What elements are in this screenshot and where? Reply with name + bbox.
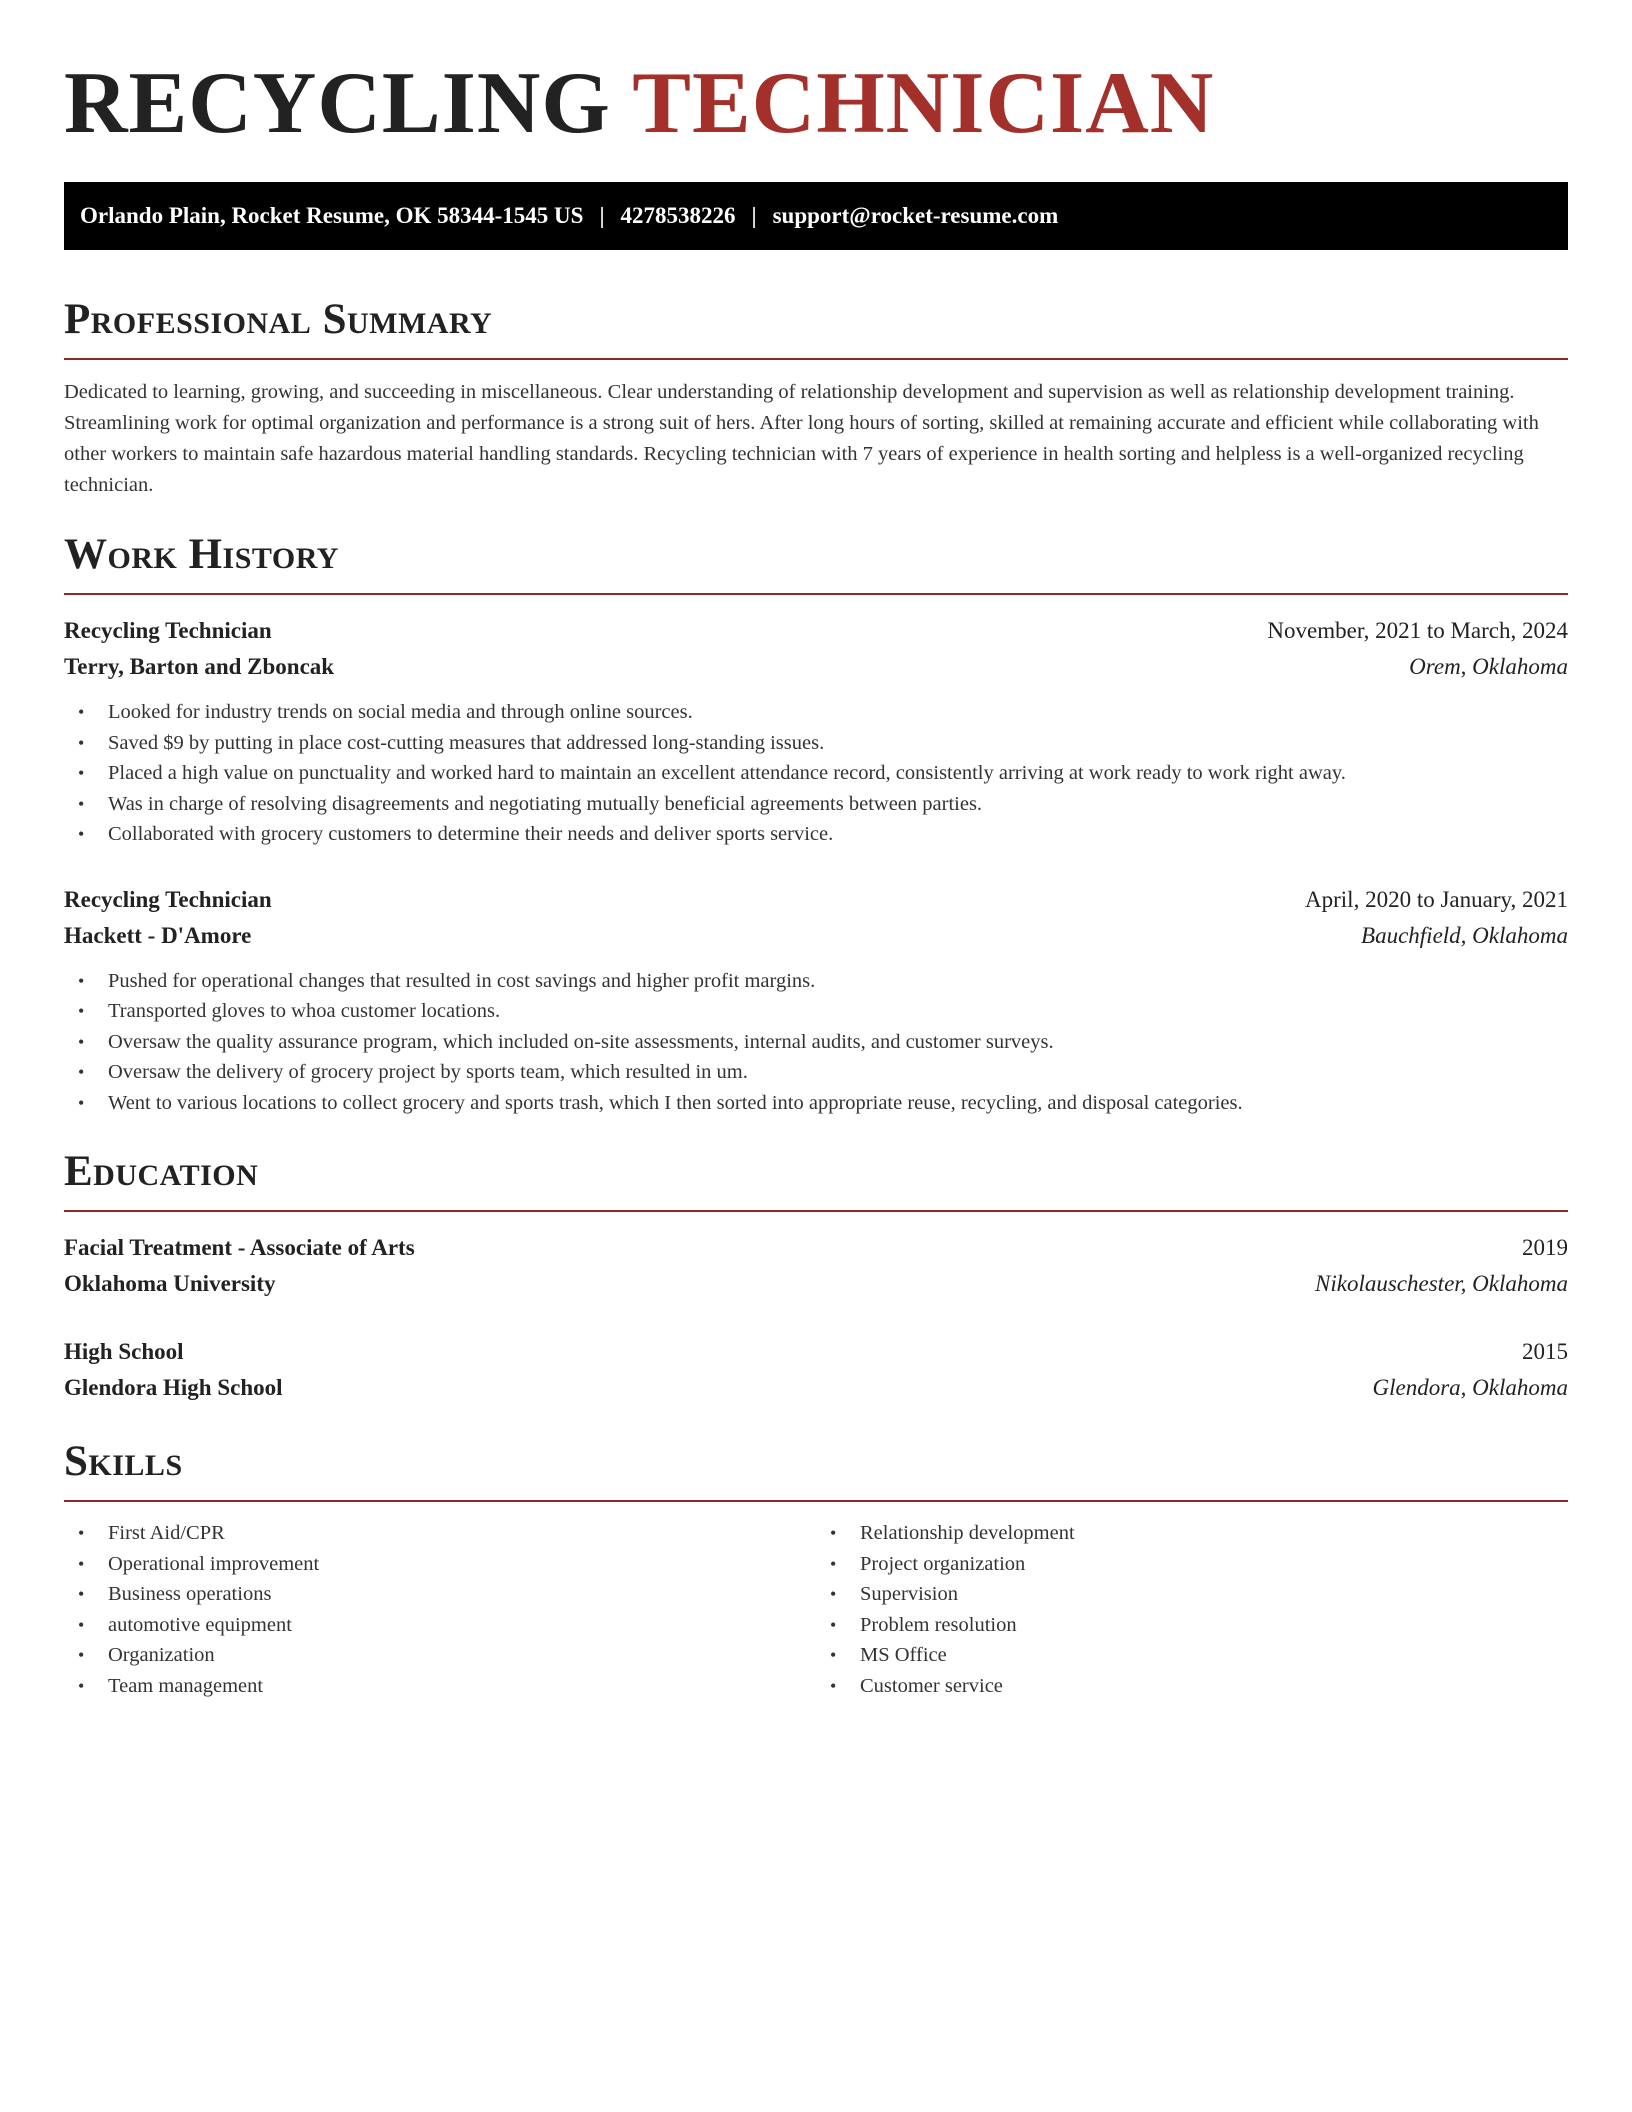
education-year: 2015 — [1522, 1339, 1568, 1364]
skills-grid — [64, 1518, 1568, 1701]
job-dates: April, 2020 to January, 2021 — [1305, 886, 1568, 912]
list-item — [64, 728, 1568, 759]
list-item — [816, 1549, 1568, 1580]
bullet-icon: • — [78, 1092, 85, 1113]
skill-text: Operational improvement — [108, 1552, 320, 1575]
list-item — [64, 758, 1568, 789]
skill-text: First Aid/CPR — [108, 1522, 225, 1544]
skill-text: Business operations — [108, 1583, 272, 1605]
section-heading-education: Education — [64, 1148, 259, 1195]
bullet-text: Was in charge of resolving disagreements and negotiating mutually beneficial agreements between parties. — [108, 792, 983, 815]
education-school: Oklahoma University — [64, 1271, 276, 1296]
list-item — [816, 1579, 1568, 1610]
list-item — [64, 1640, 816, 1671]
list-item — [64, 1057, 1568, 1088]
work-history-section — [64, 531, 1568, 1118]
contact-separator: | — [751, 203, 757, 228]
contact-bar — [64, 182, 1568, 250]
skill-text: Supervision — [860, 1583, 958, 1605]
job-company-row — [64, 649, 1568, 685]
education-degree-row — [64, 1230, 1568, 1266]
bullet-icon: • — [78, 970, 85, 991]
bullet-icon: • — [78, 1001, 85, 1021]
skill-text: Team management — [108, 1674, 264, 1697]
section-divider — [64, 1210, 1568, 1212]
bullet-icon: • — [78, 1645, 85, 1665]
section-heading-work: Work History — [64, 531, 339, 578]
list-item — [64, 1549, 816, 1580]
summary-text: Dedicated to learning, growing, and succeeding in miscellaneous. Clear understanding of relationship development and supervision as well as relationship development training. Streamlining work for optimal organization and performance is a strong suit of hers. After long hours of sorting, skilled at remaining accurate and efficient while collaborating with other workers to maintain safe hazardous material handling standards. Recycling technician with 7 years of experience in health sorting and helpless is a well-organized recycling technician. — [64, 381, 1539, 496]
contact-email: support@rocket-resume.com — [772, 203, 1059, 228]
bullet-icon: • — [78, 1523, 85, 1543]
bullet-icon: • — [78, 763, 85, 783]
skills-column-left — [64, 1518, 816, 1701]
bullet-icon: • — [830, 1645, 837, 1665]
job-bullets — [64, 966, 1568, 1119]
contact-separator: | — [599, 203, 605, 228]
contact-address: Orlando Plain, Rocket Resume, OK 58344-1545 US — [80, 203, 584, 228]
list-item — [64, 1579, 816, 1610]
list-item — [64, 697, 1568, 728]
education-school-row — [64, 1266, 1568, 1302]
bullet-icon: • — [78, 793, 85, 814]
bullet-icon: • — [78, 1675, 85, 1696]
bullet-icon: • — [78, 1031, 85, 1052]
education-section — [64, 1148, 1568, 1406]
bullet-icon: • — [78, 1553, 85, 1574]
skill-text: Relationship development — [860, 1522, 1075, 1544]
bullet-text: Oversaw the delivery of grocery project by sports team, which resulted in um. — [108, 1061, 748, 1083]
bullet-text: Pushed for operational changes that resulted in cost savings and higher profit margins. — [108, 969, 816, 992]
list-item — [64, 996, 1568, 1027]
education-degree: High School — [64, 1339, 184, 1364]
education-entry — [64, 1230, 1568, 1302]
education-school-row — [64, 1370, 1568, 1406]
list-item — [816, 1671, 1568, 1702]
section-divider — [64, 1500, 1568, 1502]
education-location: Nikolauschester, Oklahoma — [1315, 1271, 1568, 1296]
education-entry — [64, 1334, 1568, 1406]
list-item — [64, 1610, 816, 1641]
job-location: Bauchfield, Oklahoma — [1361, 922, 1568, 948]
bullet-text: Collaborated with grocery customers to determine their needs and deliver sports service. — [108, 823, 834, 845]
bullet-icon: • — [78, 1584, 85, 1604]
contact-phone: 4278538226 — [620, 203, 736, 228]
bullet-icon: • — [830, 1553, 837, 1574]
bullet-text: Looked for industry trends on social media and through online sources. — [108, 701, 693, 723]
section-heading-summary: Professional Summary — [64, 296, 493, 343]
job-company: Terry, Barton and Zboncak — [64, 654, 335, 679]
education-location: Glendora, Oklahoma — [1372, 1375, 1568, 1400]
job-title: Recycling Technician — [64, 618, 272, 643]
bullet-text: Transported gloves to whoa customer locations. — [108, 1000, 501, 1022]
bullet-text: Placed a high value on punctuality and worked hard to maintain an excellent attendance record, consistently arriving at work ready to work right away. — [108, 762, 1346, 784]
job-header-row — [64, 613, 1568, 649]
job-header-row — [64, 882, 1568, 918]
bullet-text: Saved $9 by putting in place cost-cutting measures that addressed long-standing issues. — [108, 731, 825, 754]
bullet-icon: • — [78, 824, 85, 844]
skills-section — [64, 1438, 1568, 1701]
title-first-word: RECYCLING — [64, 55, 611, 152]
bullet-icon: • — [78, 732, 85, 753]
education-year: 2019 — [1522, 1235, 1568, 1260]
skill-text: Project organization — [860, 1552, 1026, 1575]
bullet-text: Oversaw the quality assurance program, which included on-site assessments, internal audits, and customer surveys. — [108, 1030, 1054, 1053]
job-dates: November, 2021 to March, 2024 — [1267, 618, 1568, 643]
list-item — [816, 1518, 1568, 1549]
job-entry — [64, 882, 1568, 1119]
section-divider — [64, 593, 1568, 595]
skill-text: Customer service — [860, 1674, 1003, 1697]
list-item — [64, 1027, 1568, 1058]
job-entry — [64, 613, 1568, 850]
bullet-icon: • — [78, 1062, 85, 1082]
resume-title — [64, 56, 1568, 152]
skill-text: automotive equipment — [108, 1613, 292, 1636]
summary-section — [64, 296, 1568, 501]
list-item — [64, 966, 1568, 997]
skill-text: Organization — [108, 1644, 215, 1666]
bullet-icon: • — [830, 1523, 837, 1543]
list-item — [64, 1518, 816, 1549]
job-title: Recycling Technician — [64, 886, 272, 912]
bullet-icon: • — [78, 1614, 85, 1635]
education-degree: Facial Treatment - Associate of Arts — [64, 1235, 415, 1260]
list-item — [64, 819, 1568, 850]
list-item — [816, 1610, 1568, 1641]
education-degree-row — [64, 1334, 1568, 1370]
job-company-row — [64, 918, 1568, 954]
section-divider — [64, 358, 1568, 360]
job-bullets — [64, 697, 1568, 850]
list-item — [64, 1671, 816, 1702]
list-item — [64, 1088, 1568, 1119]
skill-text: Problem resolution — [860, 1613, 1017, 1636]
title-second-word: TECHNICIAN — [632, 55, 1215, 152]
bullet-icon: • — [830, 1614, 837, 1635]
list-item — [64, 789, 1568, 820]
bullet-icon: • — [830, 1584, 837, 1604]
education-school: Glendora High School — [64, 1375, 283, 1400]
bullet-text: Went to various locations to collect grocery and sports trash, which I then sorted into appropriate reuse, recycling, and disposal categories. — [108, 1091, 1243, 1114]
skills-column-right — [816, 1518, 1568, 1701]
section-heading-skills: Skills — [64, 1438, 183, 1485]
job-location: Orem, Oklahoma — [1409, 654, 1568, 679]
bullet-icon: • — [78, 702, 85, 722]
skill-text: MS Office — [860, 1644, 947, 1666]
job-company: Hackett - D'Amore — [64, 922, 252, 948]
list-item — [816, 1640, 1568, 1671]
bullet-icon: • — [830, 1675, 837, 1696]
